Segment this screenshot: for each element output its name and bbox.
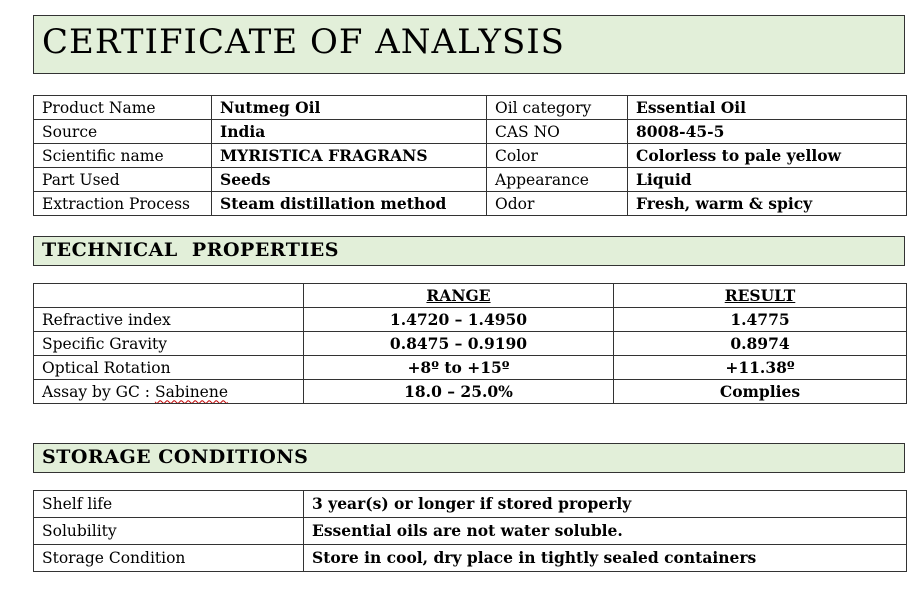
table-row: [34, 518, 907, 545]
table-row: [34, 308, 907, 332]
table-row: [34, 144, 907, 168]
property-name-prefix: Assay by GC :: [42, 382, 155, 401]
product-value: Steam distillation method: [212, 192, 487, 216]
storage-label: Shelf life: [34, 491, 304, 518]
property-name: Optical Rotation: [34, 356, 304, 380]
product-value: Colorless to pale yellow: [628, 144, 907, 168]
product-label: Part Used: [34, 168, 212, 192]
column-header-result: RESULT: [614, 284, 907, 308]
product-info-table: [33, 95, 907, 216]
document-title: CERTIFICATE OF ANALYSIS: [42, 22, 565, 62]
storage-label: Storage Condition: [34, 545, 304, 572]
product-value: Essential Oil: [628, 96, 907, 120]
storage-value: Store in cool, dry place in tightly sealed containers: [304, 545, 907, 572]
product-value: Nutmeg Oil: [212, 96, 487, 120]
product-label: Odor: [487, 192, 628, 216]
product-value: Seeds: [212, 168, 487, 192]
storage-value: 3 year(s) or longer if stored properly: [304, 491, 907, 518]
table-row: [34, 356, 907, 380]
storage-conditions-heading: STORAGE CONDITIONS: [42, 446, 309, 468]
property-name: [34, 380, 304, 404]
table-row: [34, 120, 907, 144]
property-name: Specific Gravity: [34, 332, 304, 356]
product-label: Source: [34, 120, 212, 144]
spellcheck-flagged-word: Sabinene: [154, 382, 229, 401]
product-label: CAS NO: [487, 120, 628, 144]
table-row: [34, 192, 907, 216]
title-banner: [33, 15, 905, 74]
product-value: Fresh, warm & spicy: [628, 192, 907, 216]
column-header-property: [34, 284, 304, 308]
product-value: MYRISTICA FRAGRANS: [212, 144, 487, 168]
technical-properties-banner: [33, 236, 905, 266]
product-label: Scientific name: [34, 144, 212, 168]
product-label: Oil category: [487, 96, 628, 120]
product-label: Color: [487, 144, 628, 168]
product-label: Appearance: [487, 168, 628, 192]
property-range: 18.0 – 25.0%: [304, 380, 614, 404]
storage-value: Essential oils are not water soluble.: [304, 518, 907, 545]
table-row: [34, 332, 907, 356]
property-range: 1.4720 – 1.4950: [304, 308, 614, 332]
table-row: [34, 380, 907, 404]
table-row: [34, 545, 907, 572]
property-result: 1.4775: [614, 308, 907, 332]
table-row: [34, 168, 907, 192]
storage-conditions-banner: [33, 443, 905, 473]
product-label: Product Name: [34, 96, 212, 120]
property-name: Refractive index: [34, 308, 304, 332]
technical-properties-table: [33, 283, 907, 404]
table-row: [34, 491, 907, 518]
property-result: 0.8974: [614, 332, 907, 356]
table-header-row: [34, 284, 907, 308]
storage-label: Solubility: [34, 518, 304, 545]
product-value: India: [212, 120, 487, 144]
property-result: +11.38º: [614, 356, 907, 380]
property-range: 0.8475 – 0.9190: [304, 332, 614, 356]
property-range: +8º to +15º: [304, 356, 614, 380]
column-header-range: RANGE: [304, 284, 614, 308]
product-value: 8008-45-5: [628, 120, 907, 144]
technical-properties-heading: TECHNICAL PROPERTIES: [42, 239, 339, 261]
table-row: [34, 96, 907, 120]
product-value: Liquid: [628, 168, 907, 192]
product-label: Extraction Process: [34, 192, 212, 216]
storage-conditions-table: [33, 490, 907, 572]
property-result: Complies: [614, 380, 907, 404]
